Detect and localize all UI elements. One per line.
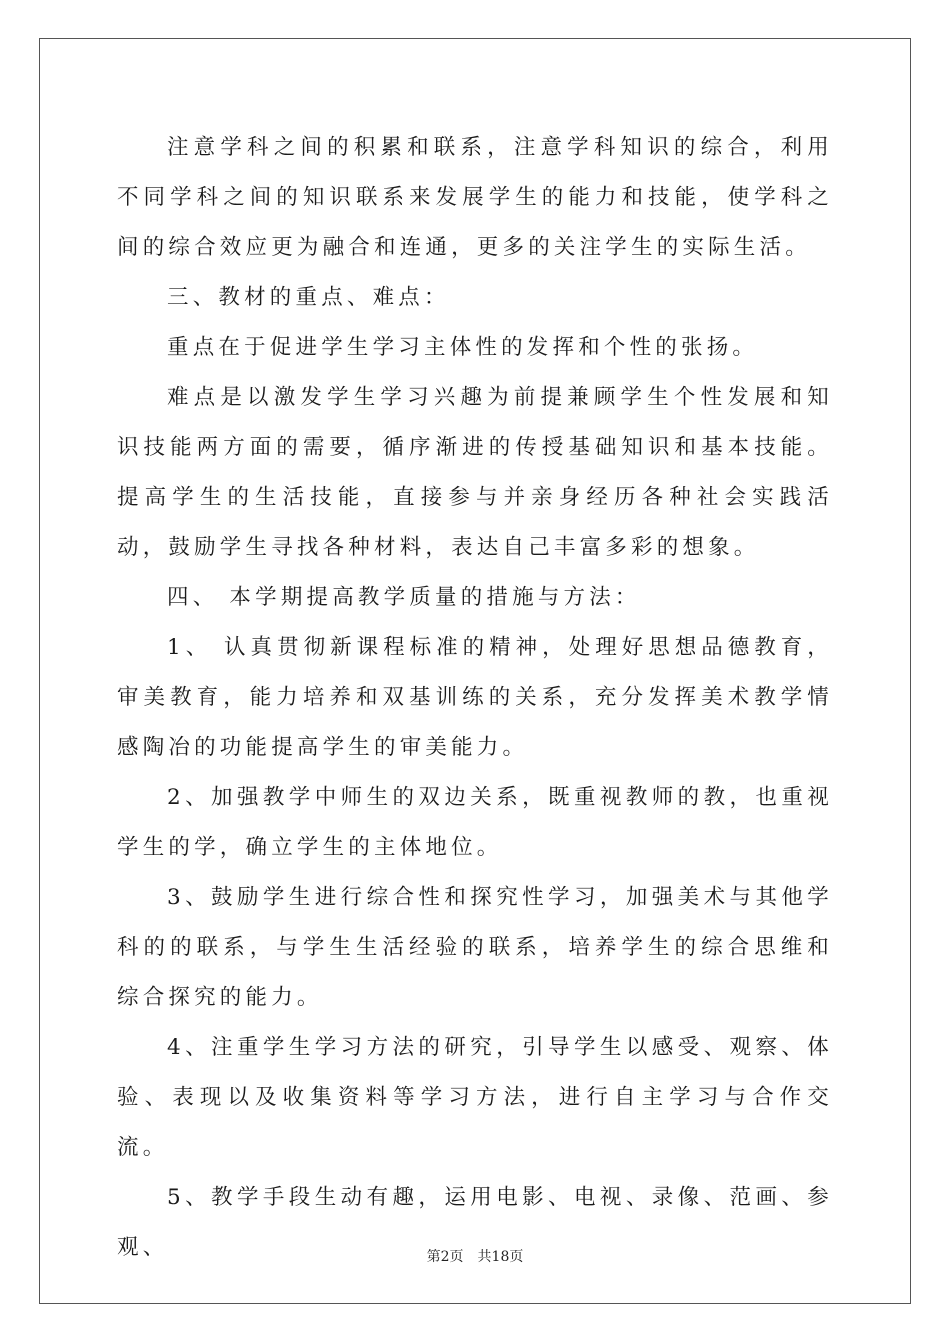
paragraph-key-point: 重点在于促进学生学习主体性的发挥和个性的张扬。 xyxy=(167,335,759,360)
list-item-1: 1、 认真贯彻新课程标准的精神，处理好思想品德教育，审美教育，能力培养和双基训练的关系，充分发挥美术教学情感陶冶的功能提高学生的审美能力。 xyxy=(117,635,833,760)
list-item-5: 5、教学手段生动有趣，运用电影、电视、录像、范画、参观、 xyxy=(117,1185,833,1260)
heading-measures: 四、 本学期提高教学质量的措施与方法： xyxy=(167,585,641,610)
page-number-footer: 第2页 共18页 xyxy=(426,1249,524,1265)
paragraph-difficulty: 难点是以激发学生学习兴趣为前提兼顾学生个性发展和知识技能两方面的需要，循序渐进的传授基础知识和基本技能。提高学生的生活技能，直接参与并亲身经历各种社会实践活动，鼓励学生寻找各种材料，表达自己丰富多彩的想象。 xyxy=(117,385,833,560)
paragraph-interdisciplinary: 注意学科之间的积累和联系，注意学科知识的综合，利用不同学科之间的知识联系来发展学生的能力和技能，使学科之间的综合效应更为融合和连通，更多的关注学生的实际生活。 xyxy=(117,135,833,260)
heading-key-points: 三、教材的重点、难点： xyxy=(167,285,450,310)
list-item-2: 2、加强教学中师生的双边关系，既重视教师的教，也重视学生的学，确立学生的主体地位。 xyxy=(117,785,833,860)
document-body xyxy=(117,123,833,1273)
list-item-3: 3、鼓励学生进行综合性和探究性学习，加强美术与其他学科的的联系，与学生生活经验的联系，培养学生的综合思维和综合探究的能力。 xyxy=(117,885,833,1010)
list-item-4: 4、注重学生学习方法的研究，引导学生以感受、观察、体验、表现以及收集资料等学习方法，进行自主学习与合作交流。 xyxy=(117,1035,833,1160)
